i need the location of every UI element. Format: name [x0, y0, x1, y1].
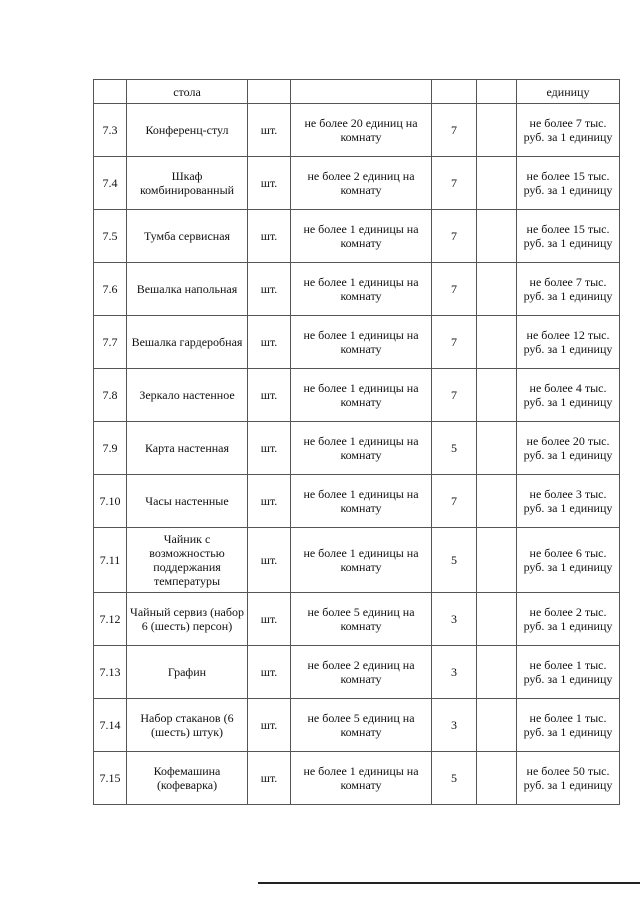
cell-unit: шт. — [248, 646, 291, 699]
cell-number: 7.13 — [94, 646, 127, 699]
cell-extra — [477, 646, 517, 699]
cell-term: 3 — [432, 646, 477, 699]
table-row — [94, 369, 620, 422]
cell-norm: не более 1 единицы на комнату — [291, 422, 432, 475]
cell-term: 7 — [432, 316, 477, 369]
table-row — [94, 263, 620, 316]
cell-price: не более 7 тыс. руб. за 1 единицу — [517, 104, 620, 157]
cell-name: Зеркало настенное — [127, 369, 248, 422]
cell-norm: не более 2 единиц на комнату — [291, 646, 432, 699]
table-row — [94, 422, 620, 475]
cell-price: не более 50 тыс. руб. за 1 единицу — [517, 752, 620, 805]
table-row — [94, 646, 620, 699]
cell-price: не более 4 тыс. руб. за 1 единицу — [517, 369, 620, 422]
cell-unit: шт. — [248, 263, 291, 316]
cell-extra — [477, 104, 517, 157]
cell-term: 7 — [432, 104, 477, 157]
cell-number: 7.7 — [94, 316, 127, 369]
cell-norm: не более 1 единицы на комнату — [291, 528, 432, 593]
cell-extra — [477, 80, 517, 104]
cell-number: 7.6 — [94, 263, 127, 316]
table-row — [94, 157, 620, 210]
cell-number — [94, 80, 127, 104]
cell-price: не более 6 тыс. руб. за 1 единицу — [517, 528, 620, 593]
cell-unit: шт. — [248, 528, 291, 593]
cell-unit: шт. — [248, 369, 291, 422]
cell-unit — [248, 80, 291, 104]
cell-term: 5 — [432, 752, 477, 805]
cell-name: Шкаф комбинированный — [127, 157, 248, 210]
cell-term: 7 — [432, 263, 477, 316]
cell-unit: шт. — [248, 475, 291, 528]
table-row — [94, 699, 620, 752]
table-row — [94, 475, 620, 528]
table-body — [94, 80, 620, 805]
cell-number: 7.5 — [94, 210, 127, 263]
cell-unit: шт. — [248, 699, 291, 752]
cell-unit: шт. — [248, 210, 291, 263]
cell-norm: не более 1 единицы на комнату — [291, 475, 432, 528]
cell-norm: не более 5 единиц на комнату — [291, 699, 432, 752]
cell-number: 7.11 — [94, 528, 127, 593]
cell-extra — [477, 593, 517, 646]
cell-name: Чайник с возможностью поддержания температуры — [127, 528, 248, 593]
cell-extra — [477, 475, 517, 528]
table-row — [94, 593, 620, 646]
cell-number: 7.9 — [94, 422, 127, 475]
cell-name: стола — [127, 80, 248, 104]
cell-name: Часы настенные — [127, 475, 248, 528]
cell-extra — [477, 263, 517, 316]
table-row — [94, 104, 620, 157]
cell-number: 7.14 — [94, 699, 127, 752]
cell-term: 3 — [432, 593, 477, 646]
cell-extra — [477, 422, 517, 475]
cell-number: 7.15 — [94, 752, 127, 805]
cell-term — [432, 80, 477, 104]
cell-price: не более 1 тыс. руб. за 1 единицу — [517, 699, 620, 752]
cell-extra — [477, 699, 517, 752]
cell-name: Чайный сервиз (набор 6 (шесть) персон) — [127, 593, 248, 646]
cell-extra — [477, 157, 517, 210]
continuation-row — [94, 80, 620, 104]
cell-name: Вешалка гардеробная — [127, 316, 248, 369]
cell-price: не более 3 тыс. руб. за 1 единицу — [517, 475, 620, 528]
cell-number: 7.10 — [94, 475, 127, 528]
cell-price: не более 15 тыс. руб. за 1 единицу — [517, 210, 620, 263]
cell-name: Карта настенная — [127, 422, 248, 475]
cell-name: Тумба сервисная — [127, 210, 248, 263]
cell-norm: не более 1 единицы на комнату — [291, 369, 432, 422]
cell-number: 7.12 — [94, 593, 127, 646]
cell-norm: не более 2 единиц на комнату — [291, 157, 432, 210]
cell-price: не более 1 тыс. руб. за 1 единицу — [517, 646, 620, 699]
table-row — [94, 210, 620, 263]
cell-norm: не более 1 единицы на комнату — [291, 263, 432, 316]
cell-unit: шт. — [248, 593, 291, 646]
cell-term: 5 — [432, 422, 477, 475]
cell-term: 5 — [432, 528, 477, 593]
table-row — [94, 752, 620, 805]
specification-table — [93, 79, 620, 805]
cell-extra — [477, 752, 517, 805]
cell-unit: шт. — [248, 104, 291, 157]
cell-norm: не более 5 единиц на комнату — [291, 593, 432, 646]
cell-number: 7.3 — [94, 104, 127, 157]
cell-term: 7 — [432, 210, 477, 263]
cell-extra — [477, 369, 517, 422]
cell-number: 7.8 — [94, 369, 127, 422]
cell-extra — [477, 316, 517, 369]
cell-number: 7.4 — [94, 157, 127, 210]
cell-term: 7 — [432, 475, 477, 528]
table-row — [94, 316, 620, 369]
cell-price: не более 15 тыс. руб. за 1 единицу — [517, 157, 620, 210]
cell-unit: шт. — [248, 422, 291, 475]
cell-norm: не более 1 единицы на комнату — [291, 316, 432, 369]
cell-unit: шт. — [248, 316, 291, 369]
cell-name: Вешалка напольная — [127, 263, 248, 316]
cell-price: не более 12 тыс. руб. за 1 единицу — [517, 316, 620, 369]
cell-extra — [477, 528, 517, 593]
cell-price: не более 7 тыс. руб. за 1 единицу — [517, 263, 620, 316]
cell-unit: шт. — [248, 752, 291, 805]
cell-price: не более 2 тыс. руб. за 1 единицу — [517, 593, 620, 646]
cell-name: Графин — [127, 646, 248, 699]
cell-price: не более 20 тыс. руб. за 1 единицу — [517, 422, 620, 475]
cell-term: 7 — [432, 369, 477, 422]
cell-extra — [477, 210, 517, 263]
cell-name: Конференц-стул — [127, 104, 248, 157]
cell-name: Набор стаканов (6 (шесть) штук) — [127, 699, 248, 752]
cell-norm — [291, 80, 432, 104]
cell-norm: не более 1 единицы на комнату — [291, 752, 432, 805]
cell-unit: шт. — [248, 157, 291, 210]
cell-name: Кофемашина (кофеварка) — [127, 752, 248, 805]
table-row — [94, 528, 620, 593]
cell-norm: не более 20 единиц на комнату — [291, 104, 432, 157]
cell-term: 3 — [432, 699, 477, 752]
cell-price: единицу — [517, 80, 620, 104]
cell-norm: не более 1 единицы на комнату — [291, 210, 432, 263]
bottom-divider-line — [258, 882, 640, 884]
cell-term: 7 — [432, 157, 477, 210]
